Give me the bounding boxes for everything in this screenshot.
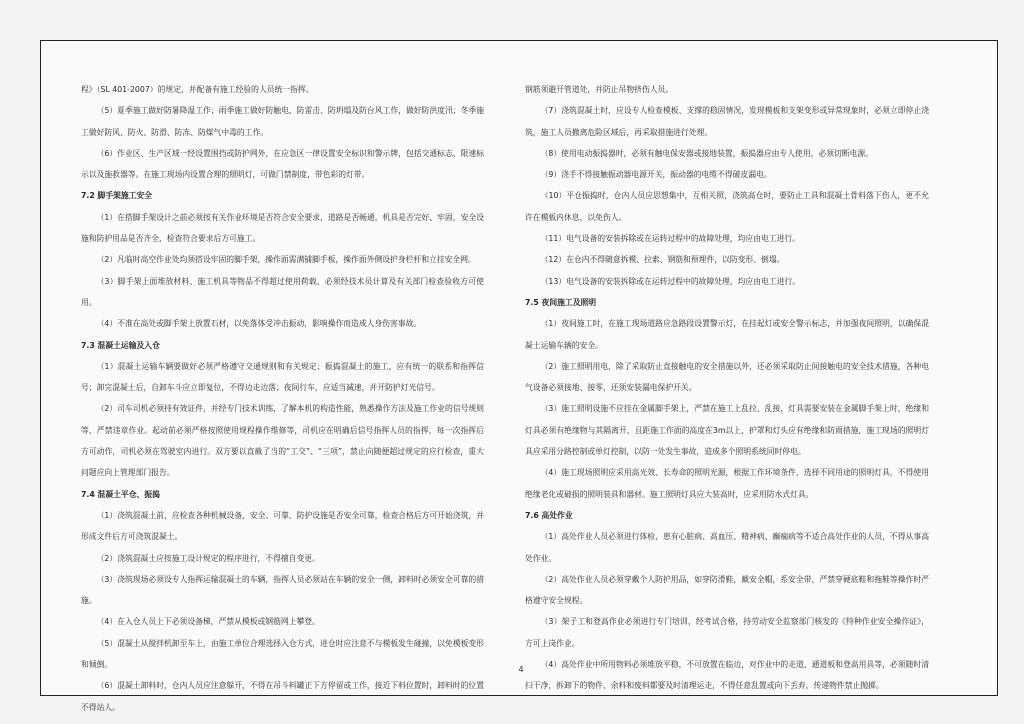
paragraph: （2）施工照明用电，除了采取防止直接触电的安全措施以外，还必须采取防止间接触电的安全技术措施，各种电气设备必须接地、接零，还须安装漏电保护开关。 [525, 361, 929, 393]
paragraph: （1）在搭脚手架设计之前必须按有关作业环境是否符合安全要求，道路是否畅通，机具是否完好、牢固，安全设施和防护用品是否齐全，检查符合要求后方可施工。 [81, 212, 484, 244]
paragraph: （4）不准在高处或脚手架上放置石材，以免落体受冲击振动，影响操作而造成人身伤害事故。 [96, 319, 422, 329]
paragraph: （3）浇筑现场必须设专人指挥运输混凝土的车辆，指挥人员必须站在车辆的安全一侧，卸料时必须安全可靠的措施。 [81, 574, 484, 606]
paragraph: （2）浇筑混凝土应按施工设计规定的程序进行，不得擅自变更。 [96, 553, 320, 563]
paragraph: （13）电气设备的安装拆除或在运转过程中的故障处理，均应由电工进行。 [540, 276, 801, 286]
paragraph: （11）电气设备的安装拆除或在运转过程中的故障处理，均应由电工进行。 [540, 234, 801, 244]
paragraph: 程》（SL 401-2007）的规定，并配备有施工经验的人员统一指挥。 [81, 85, 314, 94]
section-heading: 7.4 混凝土平仓、振捣 [81, 489, 160, 499]
paragraph: （10）平仓振捣时，仓内人员应思想集中，互相关照，浇筑高仓时，要防止工具和混凝土骨料落下伤人，更不允许在模板内休息，以免伤人。 [525, 191, 929, 222]
paragraph: （12）在仓内不得随意拆模、拉索、钢筋和预埋件，以防变形、倒塌。 [540, 255, 785, 265]
paragraph: 钢筋须避开管道处，并防止吊物挤伤人员。 [525, 85, 674, 94]
paragraph: （3）脚手架上面堆放材料、施工机具等物品不得超过使用荷载，必须经技术员计算及有关部门检查验收方可使用。 [81, 276, 484, 307]
right-column [525, 79, 929, 697]
paragraph: （1）混凝土运输车辆要做好必须严格遵守交通规则和有关规定；振捣混凝土的施工，应有统一的联系和指挥信号；卸完混凝土后，自卸车斗应立即复位，不得边走边落；夜间行车，应适当减速，并开防护灯光信号。 [81, 361, 484, 393]
paragraph: （3）架子工和登高作业必须进行专门培训，经考试合格，持劳动安全监察部门核发的《特种作业安全操作证》，方可上岗作业。 [525, 617, 929, 648]
paragraph: （4）施工现场照明应采用高光效、长寿命的照明光源，根据工作环境条件，选择不同用途的照明灯具，不得使用绝缘老化或破损的照明装具和器材。施工照明灯具应大装高时，应采用防水式灯具。 [525, 468, 929, 499]
document-page [40, 40, 998, 712]
section-heading: 7.6 高处作业 [525, 510, 573, 520]
paragraph: （6）作业区、生产区域一经设置围挡或防护网外，在应急区一律设置安全标识和警示牌，包括交通标志、限速标示以及施救器等。在施工现场内设置合理的照明灯，可做门禁制度，带色彩的灯带。 [81, 148, 484, 180]
section-heading: 7.3 混凝土运输及入仓 [81, 340, 160, 350]
section-heading: 7.2 脚手架施工安全 [81, 191, 153, 201]
paragraph: （6）混凝土卸料时，仓内人员应注意躲开，不得在吊斗料罐正下方停留或工作，接近下料位置时，卸料时的位置不得站人。 [81, 681, 484, 712]
paragraph: （5）夏季施工做好防暑降温工作；雨季施工做好防触电、防雷击、防坍塌及防台风工作，做好防洪度汛；冬季施工做好防风、防火、防滑、防冻、防煤气中毒的工作。 [81, 106, 484, 137]
paragraph: （2）凡临时高空作业处均须搭设牢固的脚手架，操作面需满铺脚手板，操作面外侧设护身栏杆和立挂安全网。 [96, 255, 476, 265]
paragraph: （4）在入仓人员上下必须设备梯，严禁从模板或钢筋网上攀登。 [96, 617, 320, 627]
paragraph: （9）浇手不得接触振动器电源开关，振动器的电缆不得破皮漏电。 [540, 170, 772, 180]
paragraph: （3）施工照明设施不应挂在金属脚手架上，严禁在施工上乱拉、乱接，灯具需要安装在金属脚手架上时，绝缘和灯具必须有绝缘物与其隔离开，且距施工作面的高度在3m以上，护罩和灯头应有绝缘和防雨措施，施工现场的照明灯具应采用分路控制或单灯控制，以防一处发生事故，造成多个照明系统同时停电。 [525, 404, 929, 457]
paragraph: （1）高处作业人员必须进行体检，患有心脏病、高血压、精神病、癫痫病等不适合高处作业的人员，不得从事高处作业。 [525, 532, 929, 563]
paragraph: （2）司车司机必须持有效证件，并经专门技术训练，了解本机的构造性能，熟悉操作方法及施工作业的信号规则等，严禁违章作业。起动前必须严格按照使用规程操作维修等，司机应在明确后信号指挥人员的指挥，每一次指挥后方可动作，司机必须在驾驶室内进行。双方要以直截了当的“工交”、“三项”，禁止向随便超过规定的应行检查，重大问题应向上管理部门报告。 [81, 404, 484, 478]
paragraph: （8）使用电动振捣器时，必须有触电保安器或接地装置，振捣器应由专人使用，必须切断电源。 [540, 148, 874, 158]
paragraph: （5）混凝土从搅拌机卸至车上，由施工单位合理选择入仓方式，进仓时应注意不与模板发生碰撞，以免模板变形和倾倒。 [81, 638, 484, 670]
paragraph: （7）浇筑混凝土时，应设专人检查模板、支撑的稳固情况，发现模板和支架变形或异常现象时，必须立即停止浇筑，施工人员撤离危险区域后，再采取措施进行处理。 [525, 106, 929, 137]
page-number: 4 [518, 665, 524, 674]
paragraph: （2）高处作业人员必须穿戴个人防护用品，如穿防滑鞋，戴安全帽，系安全带，严禁穿硬底鞋和拖鞋等操作时严格遵守安全规程。 [525, 574, 929, 606]
paragraph: （1）夜间施工时，在施工现场道路应急路段设置警示灯，在挂起灯或安全警示标志，并加强夜间照明，以确保混凝土运输车辆的安全。 [525, 319, 929, 350]
section-heading: 7.5 夜间施工及照明 [525, 297, 597, 307]
left-column [81, 79, 484, 718]
paragraph: （4）高处作业中所用物料必须堆放平稳，不可放置在临边，对作业中的走道、通道板和登高用具等，必须随时清扫干净，拆卸下的物件、余料和废料都要及时清理运走，不得任意乱置或向下丢弃，传递物件禁止抛掷。 [525, 660, 929, 691]
paragraph: （1）浇筑混凝土前，应检查各种机械设备，安全、可靠、防护设施是否安全可靠，检查合格后方可开始浇筑，并形成文件后方可浇筑混凝土。 [81, 510, 484, 542]
